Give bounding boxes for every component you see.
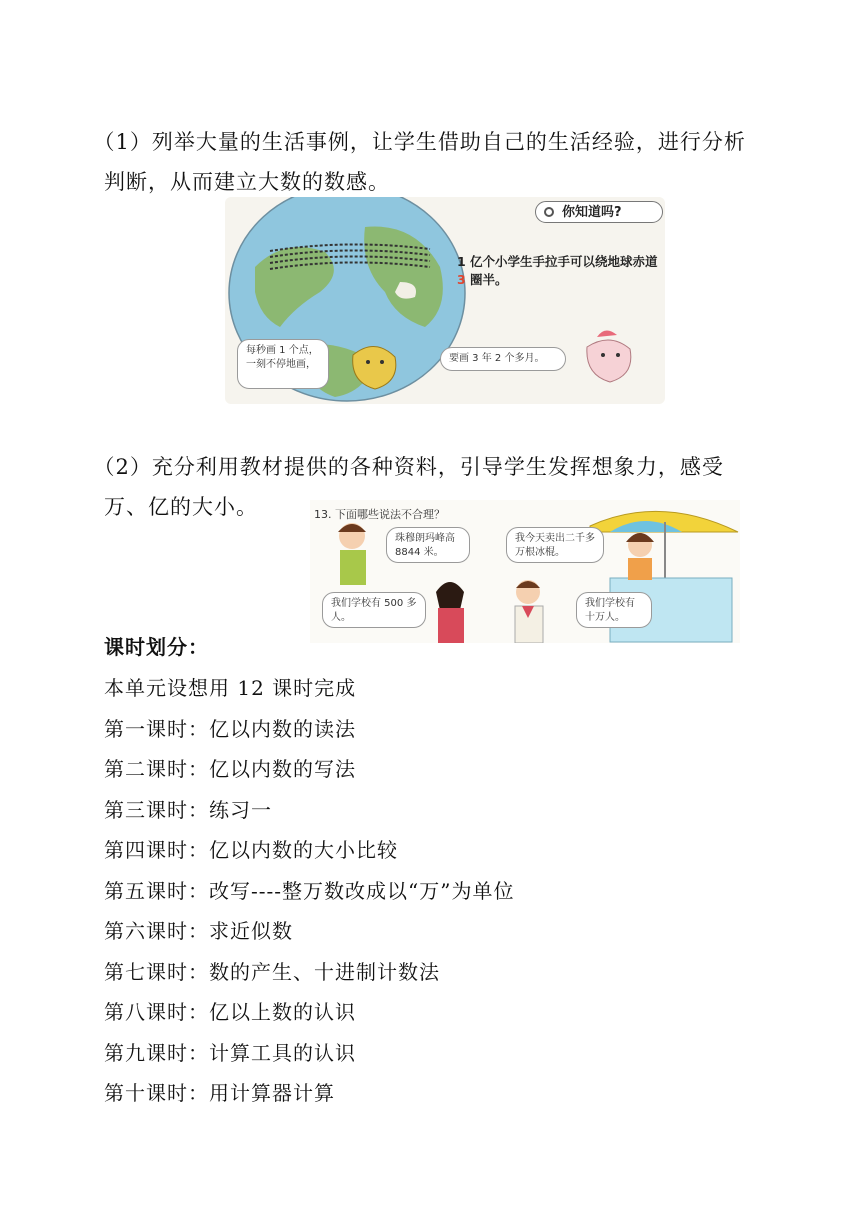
speech-bubble-girl: 我们学校有 500 多人。 — [322, 592, 426, 628]
did-you-know-badge — [535, 201, 663, 223]
list-item: 第七课时：数的产生、十进制计数法 — [104, 959, 440, 984]
list-item: 第九课时：计算工具的认识 — [104, 1040, 356, 1065]
badge-text: 你知道吗? — [562, 205, 622, 220]
list-item: 第四课时：亿以内数的大小比较 — [104, 838, 398, 862]
list-item: 第二课时：亿以内数的写法 — [104, 757, 356, 781]
paragraph-2: （2）充分利用教材提供的各种资料，引导学生发挥想象力，感受万、亿的大小。 — [93, 455, 724, 519]
children-illustration — [310, 500, 740, 643]
speech-bubble-boy2: 我们学校有十万人。 — [576, 592, 652, 628]
list-item: 第六课时：求近似数 — [104, 919, 293, 943]
fact-text — [457, 253, 665, 289]
speech-bubble-boy: 珠穆朗玛峰高 8844 米。 — [386, 527, 470, 563]
list-item: 第八课时：亿以上数的认识 — [104, 1000, 356, 1024]
question-title: 13. 下面哪些说法不合理？ — [314, 508, 445, 521]
list-item: 第十课时：用计算器计算 — [104, 1081, 335, 1105]
target-icon — [544, 207, 554, 217]
earth-illustration — [225, 197, 665, 404]
fact-number: 3 — [457, 272, 466, 287]
section-heading: 课时划分： — [104, 635, 209, 659]
speech-bubble-left: 每秒画 1 个点，一刻不停地画， — [237, 339, 329, 389]
fact-suffix: 圈半。 — [465, 272, 508, 287]
fact-prefix: 1 亿个小学生手拉手可以绕地球赤道 — [457, 254, 658, 269]
list-item: 第三课时：练习一 — [104, 797, 272, 822]
list-item: 第一课时：亿以内数的读法 — [104, 716, 356, 741]
lesson-list — [104, 668, 514, 1114]
list-item: 本单元设想用 12 课时完成 — [104, 676, 357, 700]
list-item: 第五课时：改写----整万数改成以“万”为单位 — [104, 878, 515, 903]
paragraph-1: （1）列举大量的生活事例，让学生借助自己的生活经验，进行分析判断，从而建立大数的数感。 — [93, 130, 746, 194]
speech-bubble-seller: 我今天卖出二千多万根冰棍。 — [506, 527, 604, 563]
speech-bubble-right: 要画 3 年 2 个多月。 — [440, 347, 566, 371]
